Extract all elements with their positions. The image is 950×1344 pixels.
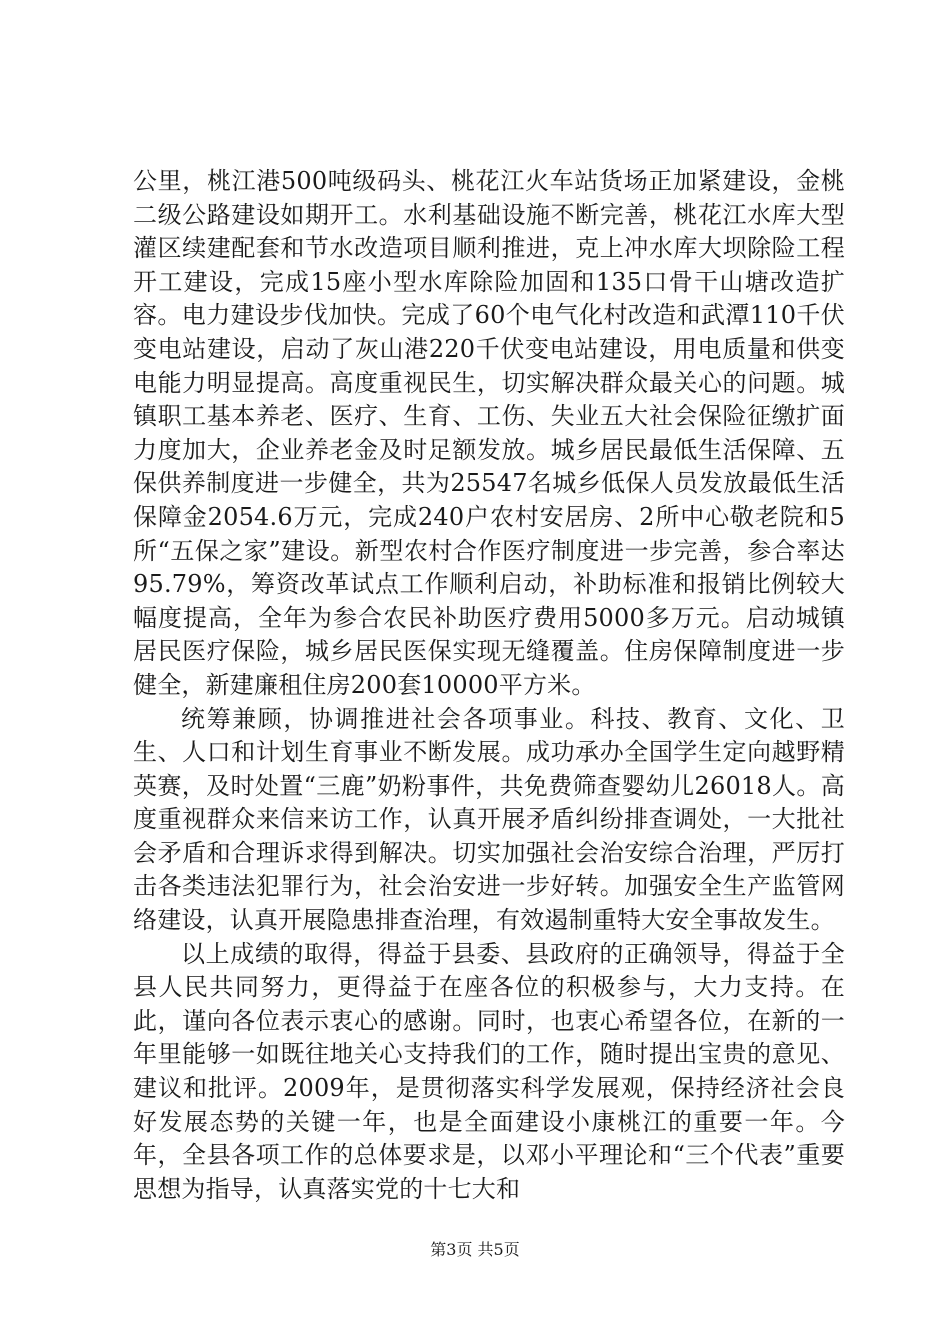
paragraph-acknowledgement: 以上成绩的取得，得益于县委、县政府的正确领导，得益于全县人民共同努力，更得益于在座各位的积极参与，大力支持。在此，谨向各位表示衷心的感谢。同时，也衷心希望各位，在新的一年里能够一如既往地关心支持我们的工作，随时提出宝贵的意见、建议和批评。2009年，是贯彻落实科学发展观，保持经济社会良好发展态势的关键一年，也是全面建设小康桃江的重要一年。今年，全县各项工作的总体要求是，以邓小平理论和“三个代表”重要思想为指导，认真落实党的十七大和 bbox=[133, 939, 845, 1203]
document-body bbox=[133, 165, 845, 1206]
page-number-footer: 第3页 共5页 bbox=[430, 1240, 520, 1259]
paragraph-continued: 公里，桃江港500吨级码头、桃花江火车站货场正加紧建设，金桃二级公路建设如期开工。水利基础设施不断完善，桃花江水库大型灌区续建配套和节水改造项目顺利推进，克上冲水库大坝除险工程开工建设，完成15座小型水库除险加固和135口骨干山塘改造扩容。电力建设步伐加快。完成了60个电气化村改造和武潭110千伏变电站建设，启动了灰山港220千伏变电站建设，用电质量和供变电能力明显提高。高度重视民生，切实解决群众最关心的问题。城镇职工基本养老、医疗、生育、工伤、失业五大社会保险征缴扩面力度加大，企业养老金及时足额发放。城乡居民最低生活保障、五保供养制度进一步健全，共为25547名城乡低保人员发放最低生活保障金2054.6万元，完成240户农村安居房、2所中心敬老院和5所“五保之家”建设。新型农村合作医疗制度进一步完善，参合率达95.79%，筹资改革试点工作顺利启动，补助标准和报销比例较大幅度提高，全年为参合农民补助医疗费用5000多万元。启动城镇居民医疗保险，城乡居民医保实现无缝覆盖。住房保障制度进一步健全，新建廉租住房200套10000平方米。 bbox=[133, 167, 845, 699]
paragraph-social-affairs: 统筹兼顾，协调推进社会各项事业。科技、教育、文化、卫生、人口和计划生育事业不断发展。成功承办全国学生定向越野精英赛，及时处置“三鹿”奶粉事件，共免费筛查婴幼儿26018人。高度重视群众来信来访工作，认真开展矛盾纠纷排查调处，一大批社会矛盾和合理诉求得到解决。切实加强社会治安综合治理，严厉打击各类违法犯罪行为，社会治安进一步好转。加强安全生产监管网络建设，认真开展隐患排查治理，有效遏制重特大安全事故发生。 bbox=[133, 704, 845, 935]
